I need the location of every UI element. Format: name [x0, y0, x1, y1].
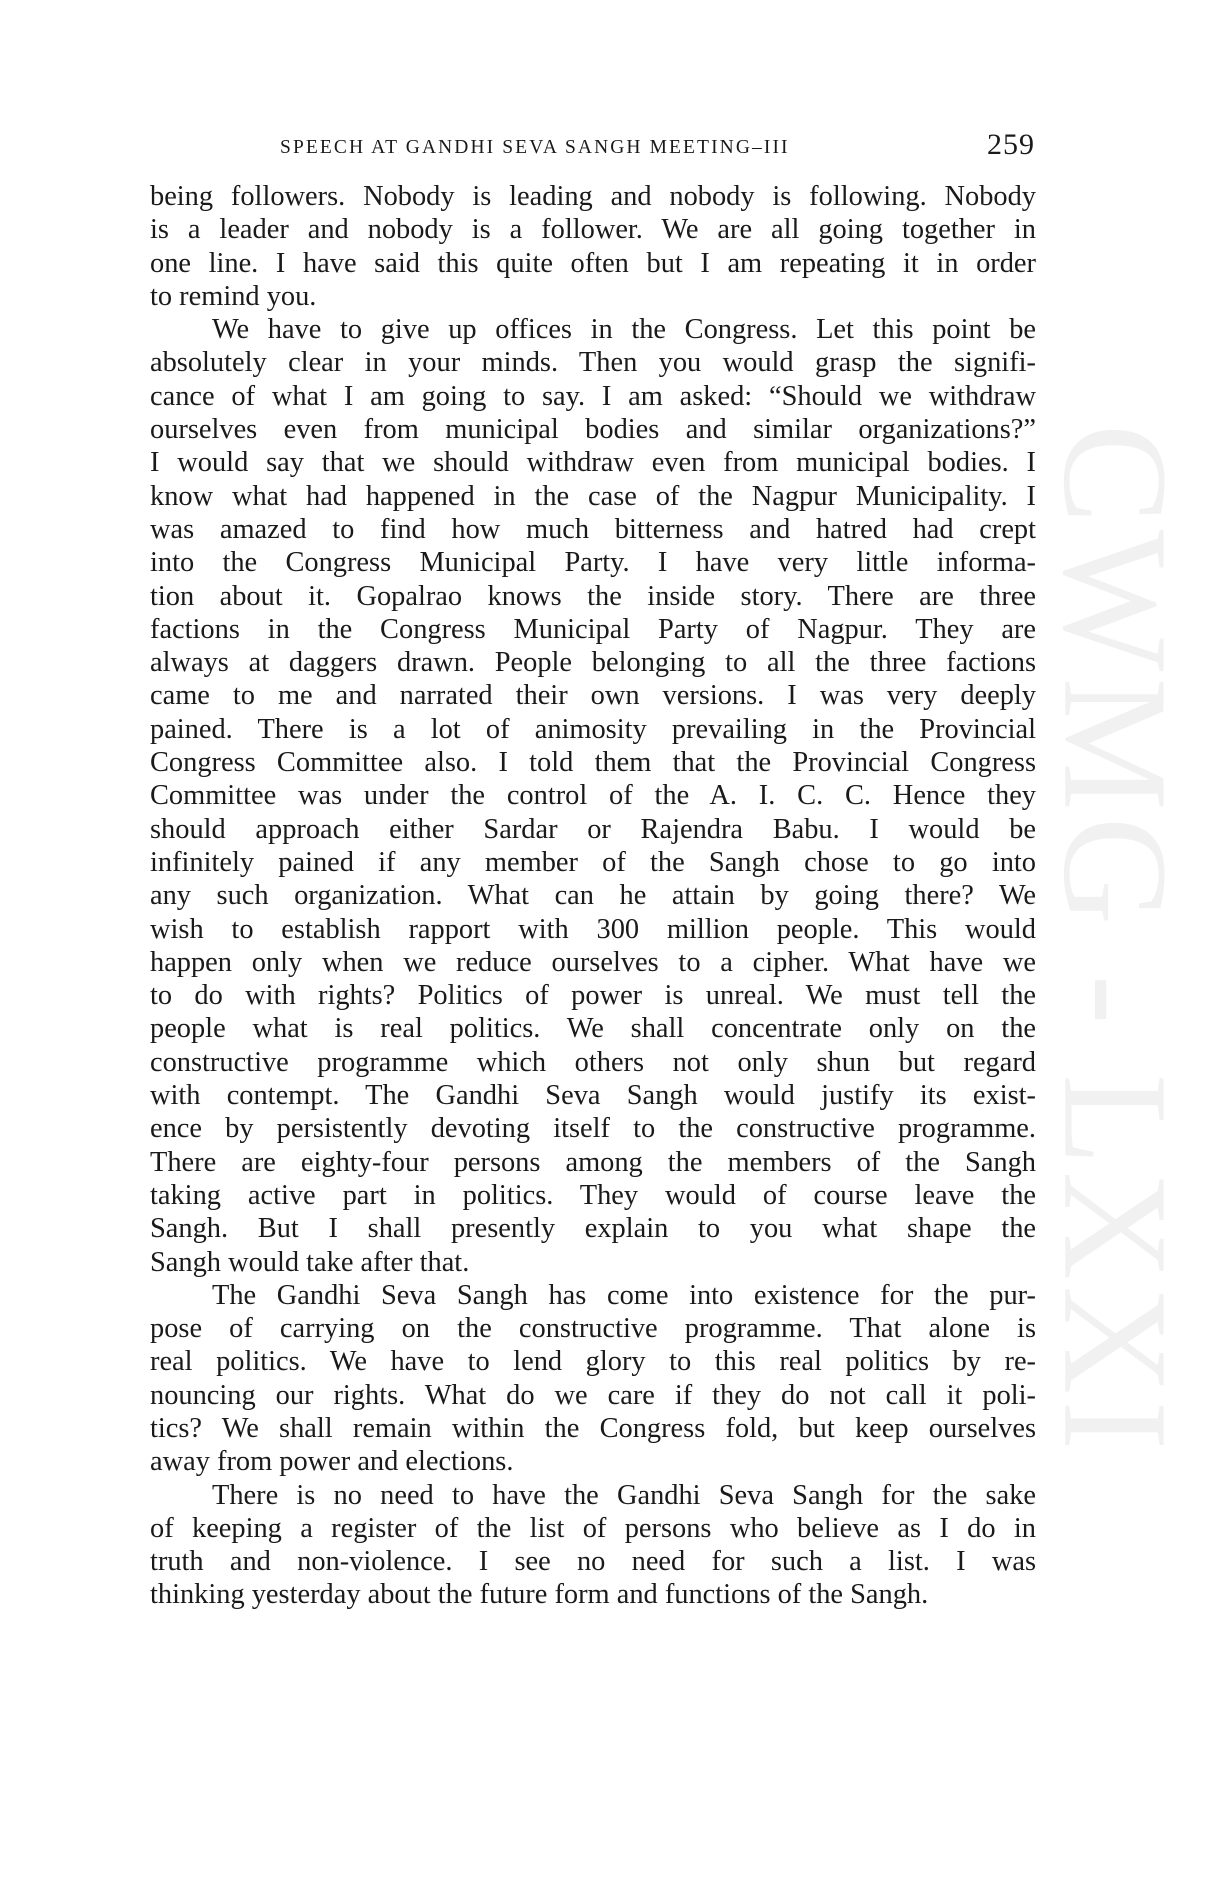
text-line: Sangh would take after that. — [150, 1246, 470, 1278]
text-line: The Gandhi Seva Sangh has come into existence for the pur- — [212, 1279, 1036, 1311]
text-line: to remind you. — [150, 280, 317, 312]
text-line: is a leader and nobody is a follower. We are all going together in — [150, 214, 1036, 246]
page-number: 259 — [987, 128, 1035, 161]
text-line: constructive programme which others not only shun but regard — [150, 1046, 1036, 1078]
text-line: to do with rights? Politics of power is unreal. We must tell the — [150, 980, 1036, 1012]
text-line: being followers. Nobody is leading and nobody is following. Nobody — [150, 181, 1036, 212]
text-line: one line. I have said this quite often but I am repeating it in order — [150, 247, 1036, 279]
text-line: know what had happened in the case of the Nagpur Municipality. I — [150, 480, 1036, 512]
watermark — [1032, 423, 1199, 1457]
text-line: infinitely pained if any member of the Sangh chose to go into — [150, 846, 1036, 878]
text-line: Committee was under the control of the A. I. C. C. Hence they — [150, 780, 1036, 812]
text-line: tion about it. Gopalrao knows the inside story. There are three — [150, 580, 1036, 612]
text-line: factions in the Congress Municipal Party of Nagpur. They are — [150, 613, 1036, 645]
text-line: away from power and elections. — [150, 1446, 514, 1478]
text-line: nouncing our rights. What do we care if they do not call it poli- — [150, 1379, 1036, 1411]
text-line: taking active part in politics. They would of course leave the — [150, 1179, 1036, 1211]
text-line: tics? We shall remain within the Congress fold, but keep ourselves — [150, 1412, 1036, 1444]
text-line: Sangh. But I shall presently explain to you what shape the — [150, 1213, 1036, 1245]
text-line: happen only when we reduce ourselves to a cipher. What have we — [150, 946, 1036, 978]
text-line: any such organization. What can he attain by going there? We — [150, 880, 1036, 912]
paragraph — [150, 1479, 1036, 1612]
text-line: people what is real politics. We shall concentrate only on the — [150, 1013, 1036, 1045]
text-line: truth and non-violence. I see no need for such a list. I was — [150, 1546, 1036, 1578]
text-line: always at daggers drawn. People belonging to all the three factions — [150, 647, 1036, 679]
text-line: into the Congress Municipal Party. I have very little informa- — [150, 547, 1036, 579]
text-line: We have to give up offices in the Congress. Let this point be — [212, 314, 1036, 346]
text-line: I would say that we should withdraw even from municipal bodies. I — [150, 447, 1036, 479]
body-text — [150, 180, 1036, 1612]
text-line: with contempt. The Gandhi Seva Sangh would justify its exist- — [150, 1080, 1036, 1112]
text-line: Congress Committee also. I told them that the Provincial Congress — [150, 747, 1036, 779]
text-line: of keeping a register of the list of persons who believe as I do in — [150, 1512, 1036, 1544]
text-line: cance of what I am going to say. I am asked: “Should we withdraw — [150, 380, 1036, 412]
text-line: There is no need to have the Gandhi Seva Sangh for the sake — [212, 1479, 1036, 1511]
paragraph — [150, 1279, 1036, 1479]
running-head — [150, 128, 1035, 168]
paragraph — [150, 180, 1036, 313]
watermark-text: CWMG - LXXI — [1032, 423, 1199, 1457]
text-line: wish to establish rapport with 300 million people. This would — [150, 913, 1036, 945]
text-line: came to me and narrated their own versions. I was very deeply — [150, 680, 1036, 712]
text-line: pained. There is a lot of animosity prevailing in the Provincial — [150, 713, 1036, 745]
text-line: absolutely clear in your minds. Then you would grasp the signifi- — [150, 347, 1036, 379]
paragraph — [150, 313, 1036, 1279]
text-line: pose of carrying on the constructive programme. That alone is — [150, 1313, 1036, 1345]
text-line: should approach either Sardar or Rajendra Babu. I would be — [150, 813, 1036, 845]
text-line: real politics. We have to lend glory to this real politics by re- — [150, 1346, 1036, 1378]
text-line: There are eighty-four persons among the members of the Sangh — [150, 1146, 1036, 1178]
text-line: thinking yesterday about the future form and functions of the Sangh. — [150, 1579, 929, 1611]
text-line: ence by persistently devoting itself to the constructive programme. — [150, 1113, 1036, 1145]
text-line: ourselves even from municipal bodies and similar organizations?” — [150, 414, 1036, 446]
running-title: SPEECH AT GANDHI SEVA SANGH MEETING–III — [280, 137, 790, 158]
text-line: was amazed to find how much bitterness and hatred had crept — [150, 513, 1036, 545]
